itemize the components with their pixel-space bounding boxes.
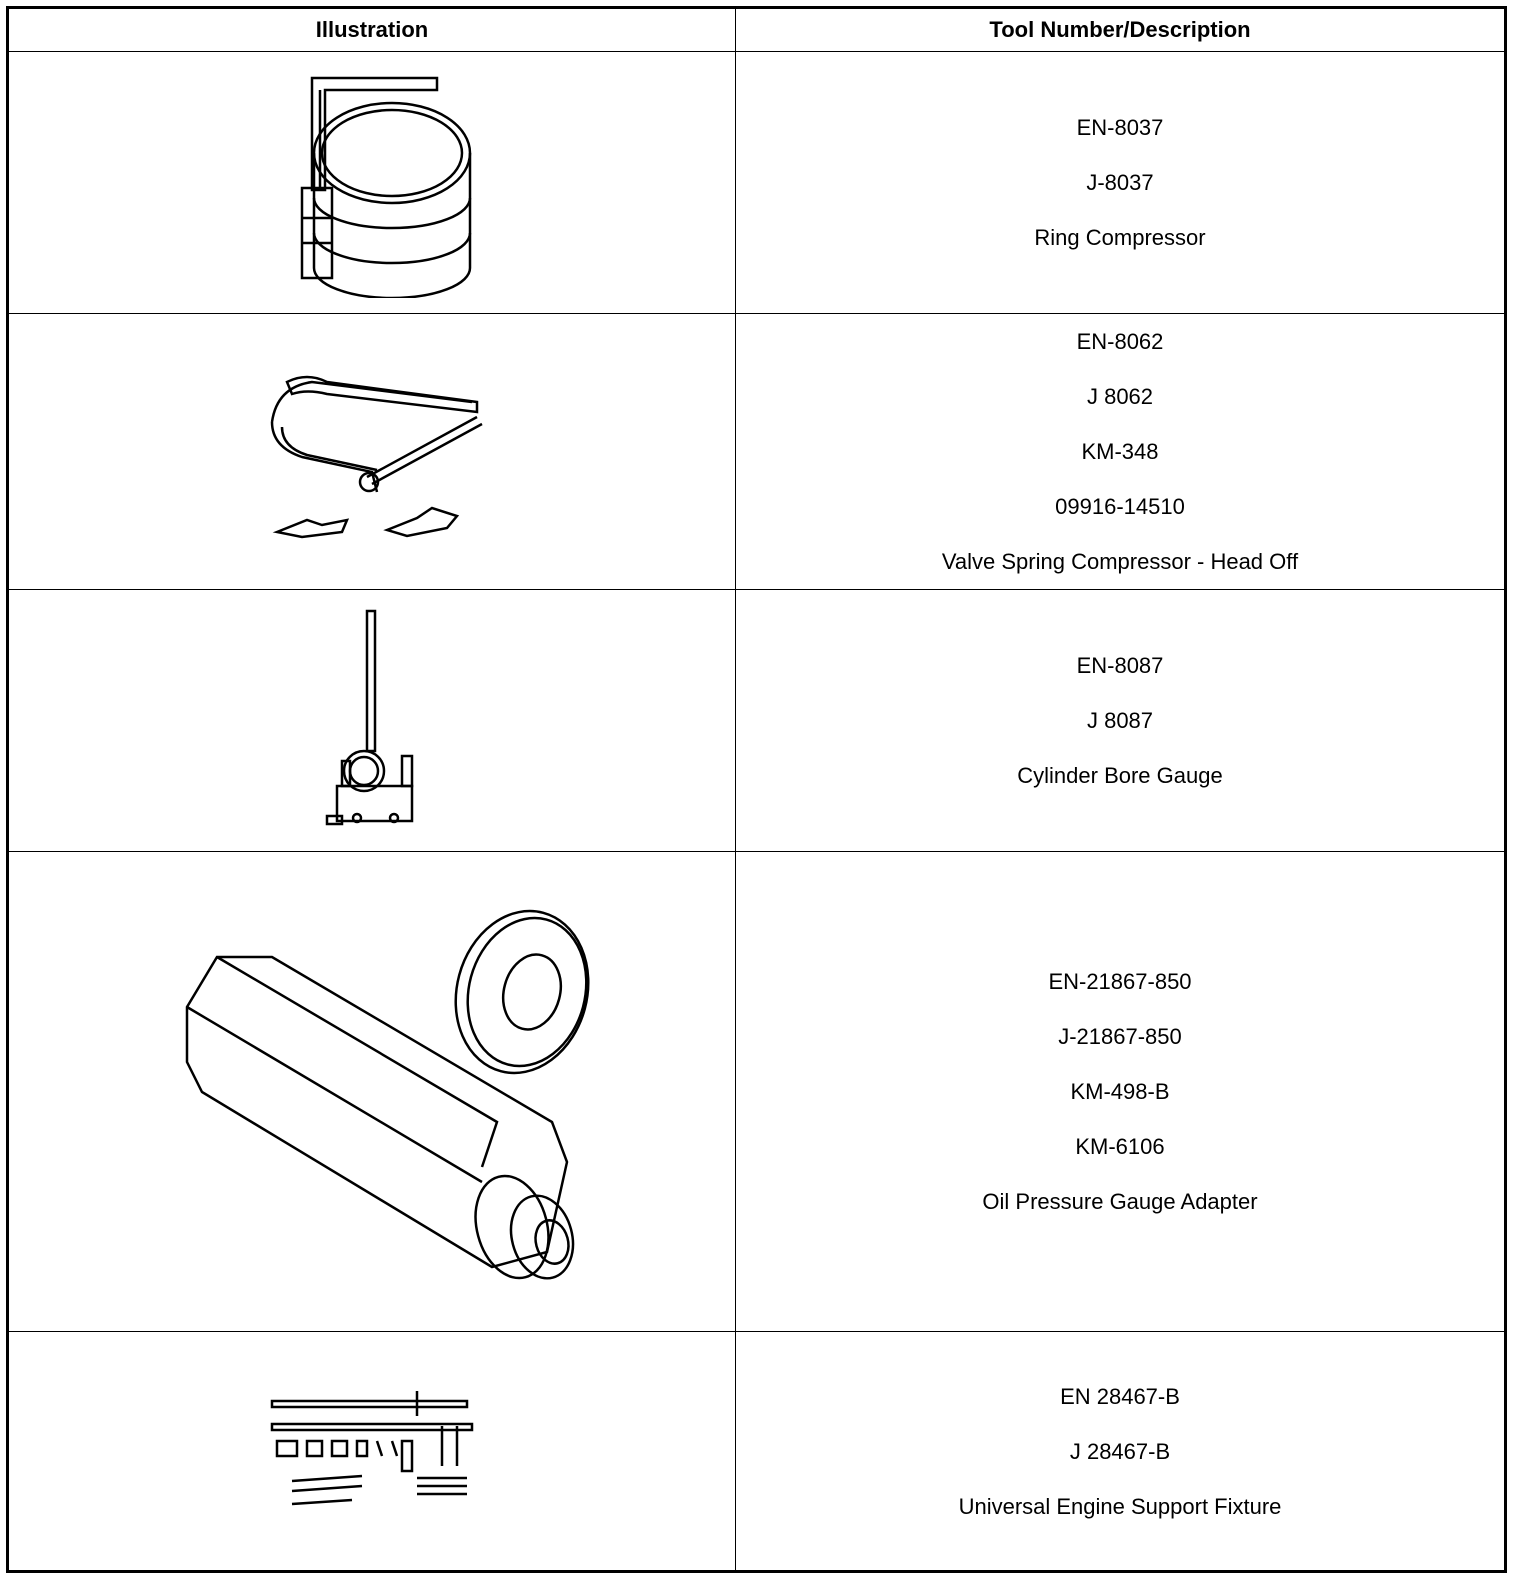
tool-number: 09916-14510 xyxy=(1055,494,1185,519)
oil-pressure-gauge-adapter-icon xyxy=(147,902,597,1282)
table-row xyxy=(8,314,1506,590)
tool-number: J-21867-850 xyxy=(1058,1024,1182,1049)
illustration-cell xyxy=(8,852,736,1332)
description-cell xyxy=(736,590,1506,852)
illustration-cell xyxy=(8,590,736,852)
table-row xyxy=(8,52,1506,314)
tool-number: EN-8037 xyxy=(1076,115,1164,140)
tool-number: KM-348 xyxy=(1081,439,1159,464)
description-cell xyxy=(736,1332,1506,1572)
tool-number: KM-6106 xyxy=(1075,1134,1165,1159)
tool-description: Universal Engine Support Fixture xyxy=(958,1493,1282,1519)
tool-number: EN-21867-850 xyxy=(1048,969,1192,994)
tool-description: Cylinder Bore Gauge xyxy=(1017,763,1223,788)
ring-compressor-icon xyxy=(262,68,482,298)
header-row xyxy=(8,8,1506,52)
description-cell xyxy=(736,52,1506,314)
engine-support-fixture-icon xyxy=(267,1386,477,1516)
tool-number: J-8037 xyxy=(1086,170,1154,195)
header-description: Tool Number/Description xyxy=(736,8,1506,52)
tool-number: J 8062 xyxy=(1086,384,1154,409)
tool-number: EN 28467-B xyxy=(1060,1383,1180,1409)
table-row xyxy=(8,1332,1506,1572)
illustration-cell xyxy=(8,1332,736,1572)
tool-description: Ring Compressor xyxy=(1034,225,1206,250)
tool-number: KM-498-B xyxy=(1070,1079,1170,1104)
tool-number: J 8087 xyxy=(1086,708,1154,733)
table-row xyxy=(8,590,1506,852)
description-cell xyxy=(736,852,1506,1332)
tools-table xyxy=(6,6,1507,1573)
illustration-cell xyxy=(8,314,736,590)
table-row xyxy=(8,852,1506,1332)
tool-description: Oil Pressure Gauge Adapter xyxy=(982,1189,1258,1214)
tool-description: Valve Spring Compressor - Head Off xyxy=(941,549,1299,574)
illustration-cell xyxy=(8,52,736,314)
tool-number: J 28467-B xyxy=(1069,1438,1171,1464)
valve-spring-compressor-icon xyxy=(257,352,487,552)
tool-number: EN-8062 xyxy=(1076,329,1164,354)
description-cell xyxy=(736,314,1506,590)
header-illustration: Illustration xyxy=(8,8,736,52)
tool-number: EN-8087 xyxy=(1076,653,1164,678)
cylinder-bore-gauge-icon xyxy=(322,606,422,836)
